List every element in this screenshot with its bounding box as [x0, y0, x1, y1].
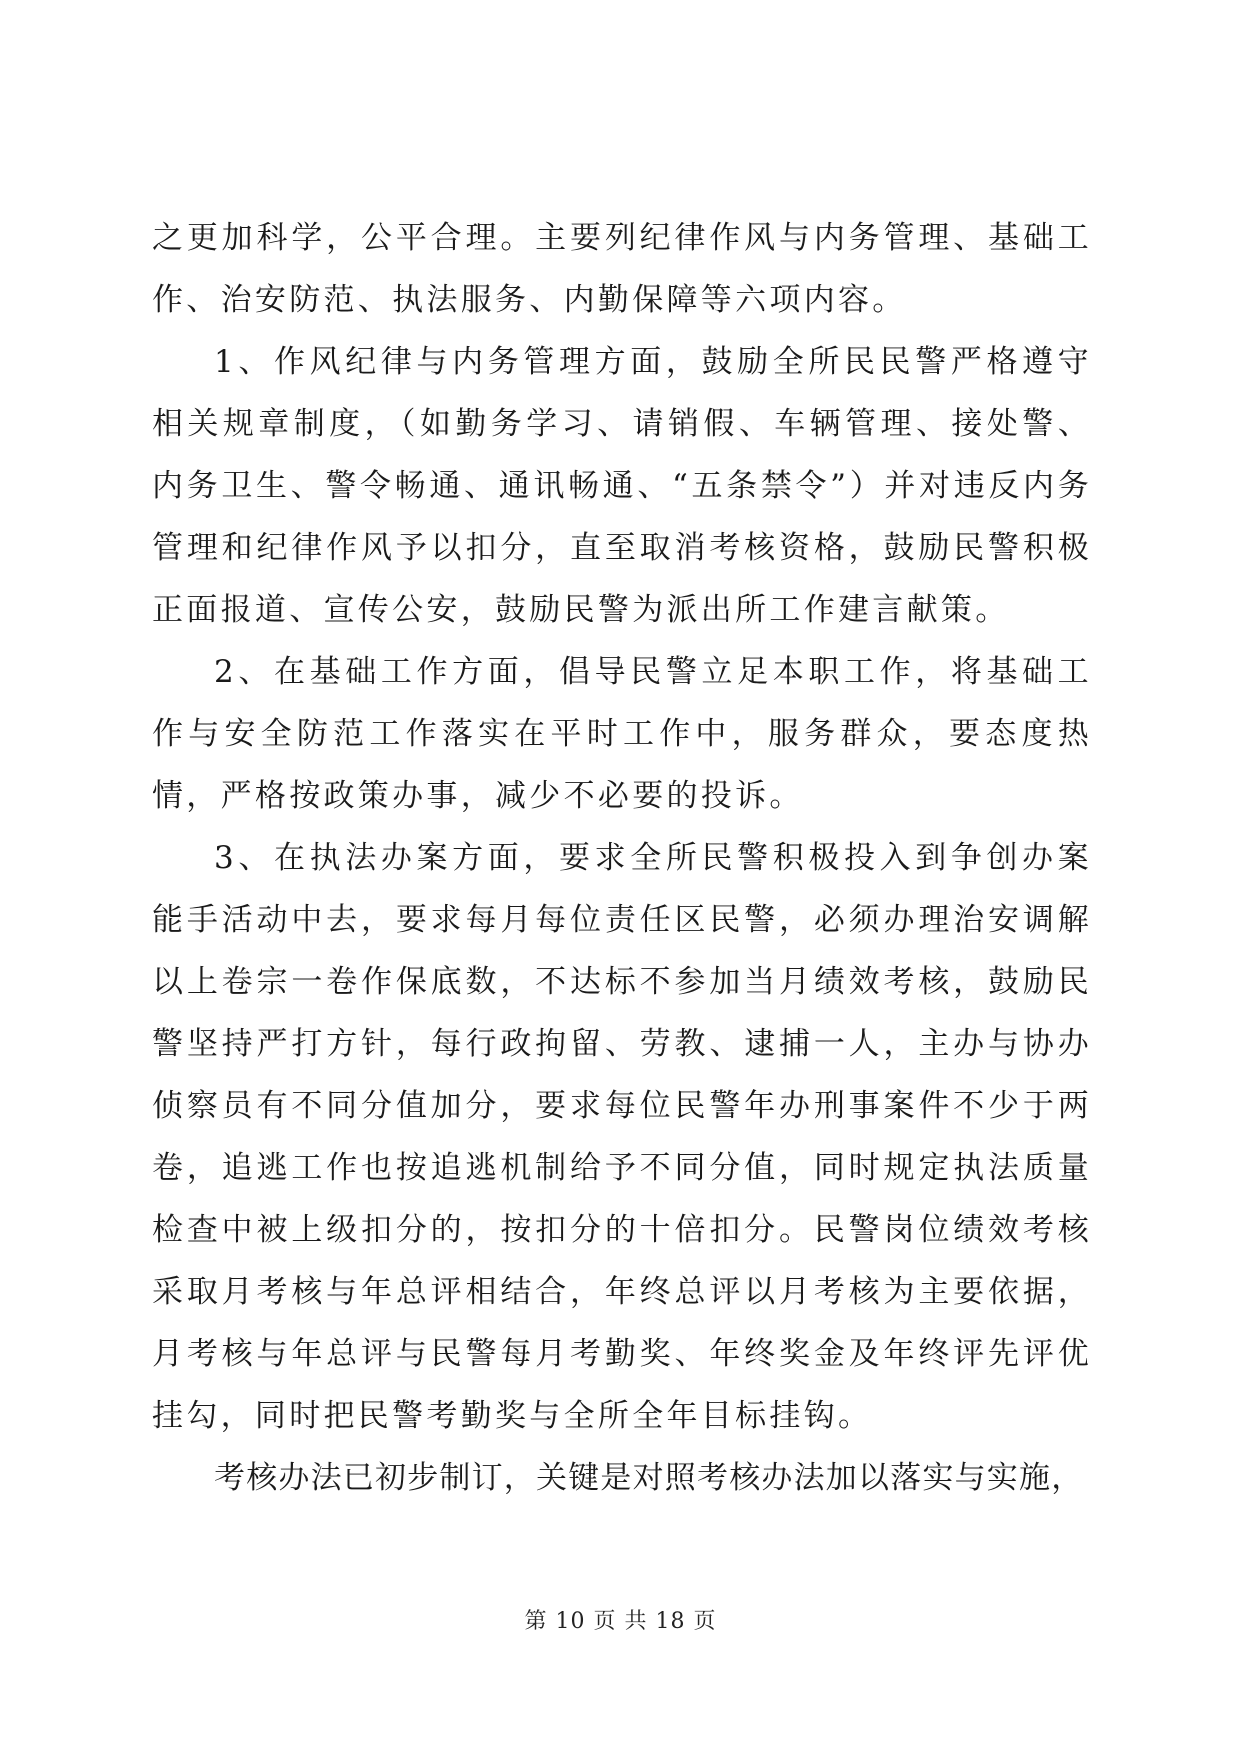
paragraph-intro-continuation: 之更加科学，公平合理。主要列纪律作风与内务管理、基础工作、治安防范、执法服务、内勤保障等六项内容。: [152, 220, 1092, 318]
paragraph-item-1-discipline: 1、作风纪律与内务管理方面，鼓励全所民民警严格遵守相关规章制度，（如勤务学习、请销假、车辆管理、接处警、内务卫生、警令畅通、通讯畅通、“五条禁令”）并对违反内务管理和纪律作风予以扣分，直至取消考核资格，鼓励民警积极正面报道、宣传公安，鼓励民警为派出所工作建言献策。: [152, 344, 1092, 628]
paragraph-item-2-basic-work: 2、在基础工作方面，倡导民警立足本职工作，将基础工作与安全防范工作落实在平时工作中，服务群众，要态度热情，严格按政策办事，减少不必要的投诉。: [152, 654, 1092, 814]
document-body: [152, 207, 1092, 1509]
page-number-footer: 第 10 页 共 18 页: [524, 1609, 717, 1634]
paragraph-conclusion-start: 考核办法已初步制订，关键是对照考核办法加以落实与实施，: [214, 1460, 1084, 1496]
paragraph-item-3-law-enforcement: 3、在执法办案方面，要求全所民警积极投入到争创办案能手活动中去，要求每月每位责任区民警，必须办理治安调解以上卷宗一卷作保底数，不达标不参加当月绩效考核，鼓励民警坚持严打方针，每行政拘留、劳教、逮捕一人，主办与协办侦察员有不同分值加分，要求每位民警年办刑事案件不少于两卷，追逃工作也按追逃机制给予不同分值，同时规定执法质量检查中被上级扣分的，按扣分的十倍扣分。民警岗位绩效考核采取月考核与年总评相结合，年终总评以月考核为主要依据，月考核与年总评与民警每月考勤奖、年终奖金及年终评先评优挂勾，同时把民警考勤奖与全所全年目标挂钩。: [152, 840, 1092, 1434]
